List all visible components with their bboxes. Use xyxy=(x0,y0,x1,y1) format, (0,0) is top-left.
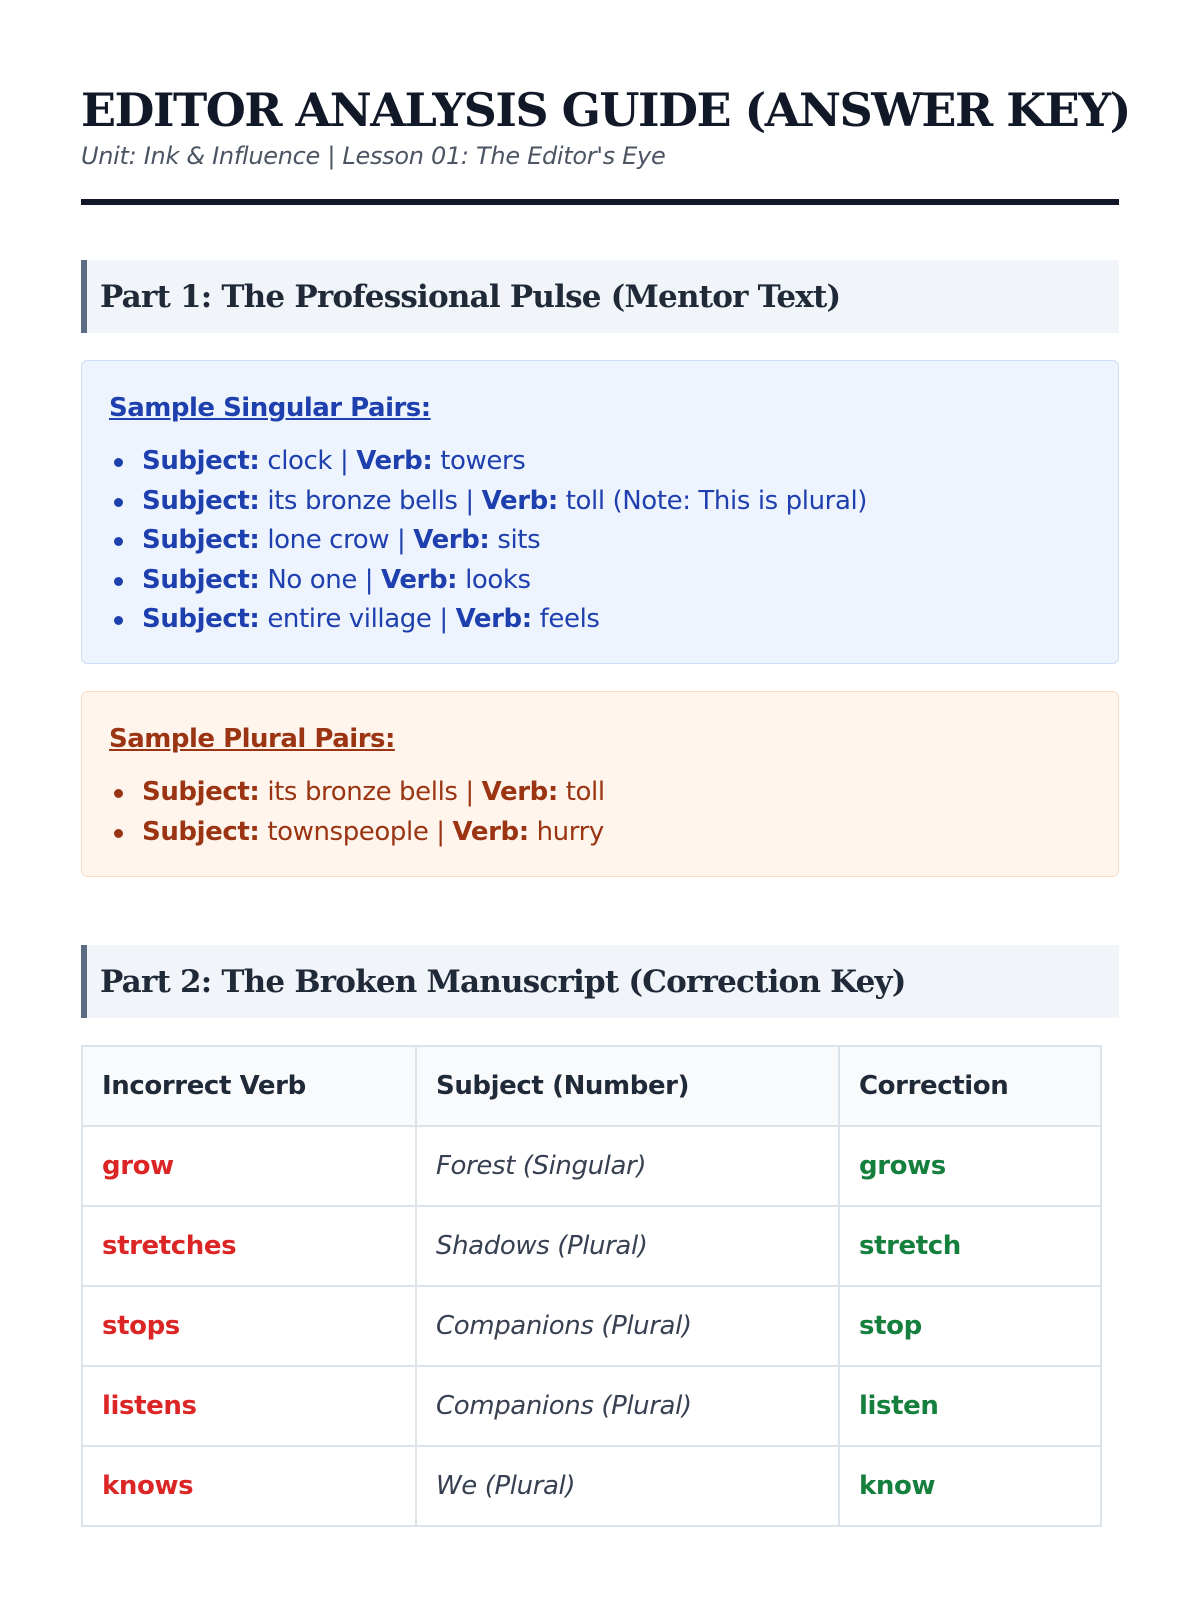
table-row xyxy=(82,1126,1101,1206)
part2-heading: Part 2: The Broken Manuscript (Correction Key) xyxy=(81,945,1119,1018)
list-item xyxy=(109,600,1091,640)
correction-cell: stretch xyxy=(839,1206,1101,1286)
list-item xyxy=(109,813,1091,853)
subject-number-cell: We (Plural) xyxy=(416,1446,839,1526)
incorrect-verb-cell: grow xyxy=(82,1126,416,1206)
subject-label: Subject: xyxy=(142,777,260,807)
verb-label: Verb: xyxy=(413,525,490,555)
verb-label: Verb: xyxy=(356,446,433,476)
plural-pairs-heading: Sample Plural Pairs: xyxy=(109,724,395,754)
subject-label: Subject: xyxy=(142,564,260,595)
column-header-incorrect-verb: Incorrect Verb xyxy=(82,1046,416,1126)
verb-value: feels xyxy=(539,604,600,634)
verb-value: hurry xyxy=(536,816,604,847)
table-header-row xyxy=(82,1046,1101,1126)
list-item xyxy=(109,773,1091,813)
verb-value: sits xyxy=(497,525,541,555)
table-row xyxy=(82,1366,1101,1446)
subject-number-cell: Companions (Plural) xyxy=(416,1366,839,1446)
incorrect-verb-cell: listens xyxy=(82,1366,416,1446)
singular-pairs-box xyxy=(81,360,1119,664)
pair-separator: | xyxy=(356,564,382,595)
page-title: EDITOR ANALYSIS GUIDE (ANSWER KEY) xyxy=(81,83,1130,137)
plural-pairs-list xyxy=(109,773,1091,852)
list-item xyxy=(109,442,1091,482)
list-item xyxy=(109,561,1091,601)
verb-label: Verb: xyxy=(481,485,558,516)
subject-label: Subject: xyxy=(142,485,260,516)
pair-separator: | xyxy=(457,485,482,516)
incorrect-verb-cell: stretches xyxy=(82,1206,416,1286)
verb-value: toll (Note: This is plural) xyxy=(565,485,868,516)
list-item xyxy=(109,521,1091,561)
subject-label: Subject: xyxy=(142,816,260,847)
page-subtitle: Unit: Ink & Influence | Lesson 01: The Editor's Eye xyxy=(81,142,666,170)
correction-cell: grows xyxy=(839,1126,1101,1206)
correction-cell: stop xyxy=(839,1286,1101,1366)
column-header-correction: Correction xyxy=(839,1046,1101,1126)
pair-separator: | xyxy=(428,816,453,847)
incorrect-verb-cell: stops xyxy=(82,1286,416,1366)
subject-value: clock xyxy=(267,446,333,476)
pair-separator: | xyxy=(332,446,357,476)
correction-cell: listen xyxy=(839,1366,1101,1446)
verb-value: looks xyxy=(465,564,531,595)
column-header-subject-number: Subject (Number) xyxy=(416,1046,839,1126)
pair-separator: | xyxy=(431,604,456,634)
subject-value: lone crow xyxy=(267,525,390,555)
subject-value: No one xyxy=(267,564,357,595)
pair-separator: | xyxy=(457,777,482,807)
incorrect-verb-cell: knows xyxy=(82,1446,416,1526)
correction-table xyxy=(81,1045,1102,1527)
subject-label: Subject: xyxy=(142,604,260,634)
table-row xyxy=(82,1446,1101,1526)
subject-label: Subject: xyxy=(142,525,260,555)
singular-pairs-heading: Sample Singular Pairs: xyxy=(109,393,431,423)
subject-value: entire village xyxy=(267,604,432,634)
verb-label: Verb: xyxy=(452,816,529,847)
correction-cell: know xyxy=(839,1446,1101,1526)
list-item xyxy=(109,482,1091,522)
subject-label: Subject: xyxy=(142,446,260,476)
subject-number-cell: Shadows (Plural) xyxy=(416,1206,839,1286)
singular-pairs-list xyxy=(109,442,1091,640)
subject-value: its bronze bells xyxy=(267,485,458,516)
plural-pairs-box xyxy=(81,691,1119,877)
subject-value: its bronze bells xyxy=(267,777,458,807)
verb-label: Verb: xyxy=(481,777,558,807)
table-row xyxy=(82,1206,1101,1286)
subject-number-cell: Companions (Plural) xyxy=(416,1286,839,1366)
title-divider xyxy=(81,199,1119,205)
verb-value: toll xyxy=(565,777,605,807)
subject-number-cell: Forest (Singular) xyxy=(416,1126,839,1206)
verb-value: towers xyxy=(440,446,526,476)
verb-label: Verb: xyxy=(455,604,532,634)
pair-separator: | xyxy=(389,525,414,555)
part1-heading: Part 1: The Professional Pulse (Mentor Text) xyxy=(81,260,1119,333)
subject-value: townspeople xyxy=(267,816,429,847)
verb-label: Verb: xyxy=(381,564,458,595)
table-row xyxy=(82,1286,1101,1366)
